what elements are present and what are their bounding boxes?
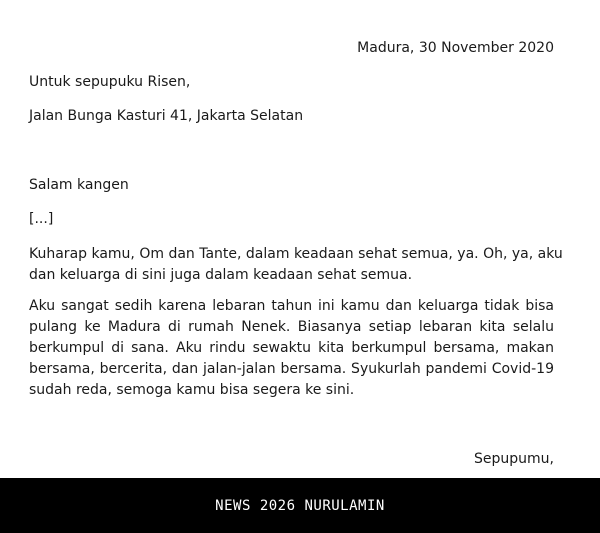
paragraph-line: Aku sangat sedih karena lebaran tahun ini kamu dan keluarga tidak bisa bbox=[29, 298, 554, 314]
footer-banner bbox=[0, 478, 600, 533]
paragraph-1 bbox=[29, 244, 563, 286]
letter-address: Jalan Bunga Kasturi 41, Jakarta Selatan bbox=[29, 108, 304, 124]
paragraph-line: bersama, bercerita, dan jalan-jalan bersama. Syukurlah pandemi Covid-19 bbox=[29, 361, 554, 377]
letter-date: Madura, 30 November 2020 bbox=[357, 40, 554, 56]
footer-text: NEWS 2026 NURULAMIN bbox=[215, 497, 385, 514]
paragraph-2 bbox=[29, 296, 554, 401]
letter-ellipsis: [...] bbox=[29, 211, 54, 227]
letter-recipient: Untuk sepupuku Risen, bbox=[29, 74, 191, 90]
letter-greeting: Salam kangen bbox=[29, 177, 129, 193]
paragraph-line: berkumpul di sana. Aku rindu sewaktu kita berkumpul bersama, makan bbox=[29, 340, 554, 356]
paragraph-line: pulang ke Madura di rumah Nenek. Biasanya setiap lebaran kita selalu bbox=[29, 319, 554, 335]
paragraph-line: sudah reda, semoga kamu bisa segera ke sini. bbox=[29, 382, 355, 398]
paragraph-line: dan keluarga di sini juga dalam keadaan sehat semua. bbox=[29, 267, 413, 283]
paragraph-line: Kuharap kamu, Om dan Tante, dalam keadaan sehat semua, ya. Oh, ya, aku bbox=[29, 246, 563, 262]
letter-closing: Sepupumu, bbox=[474, 451, 554, 467]
